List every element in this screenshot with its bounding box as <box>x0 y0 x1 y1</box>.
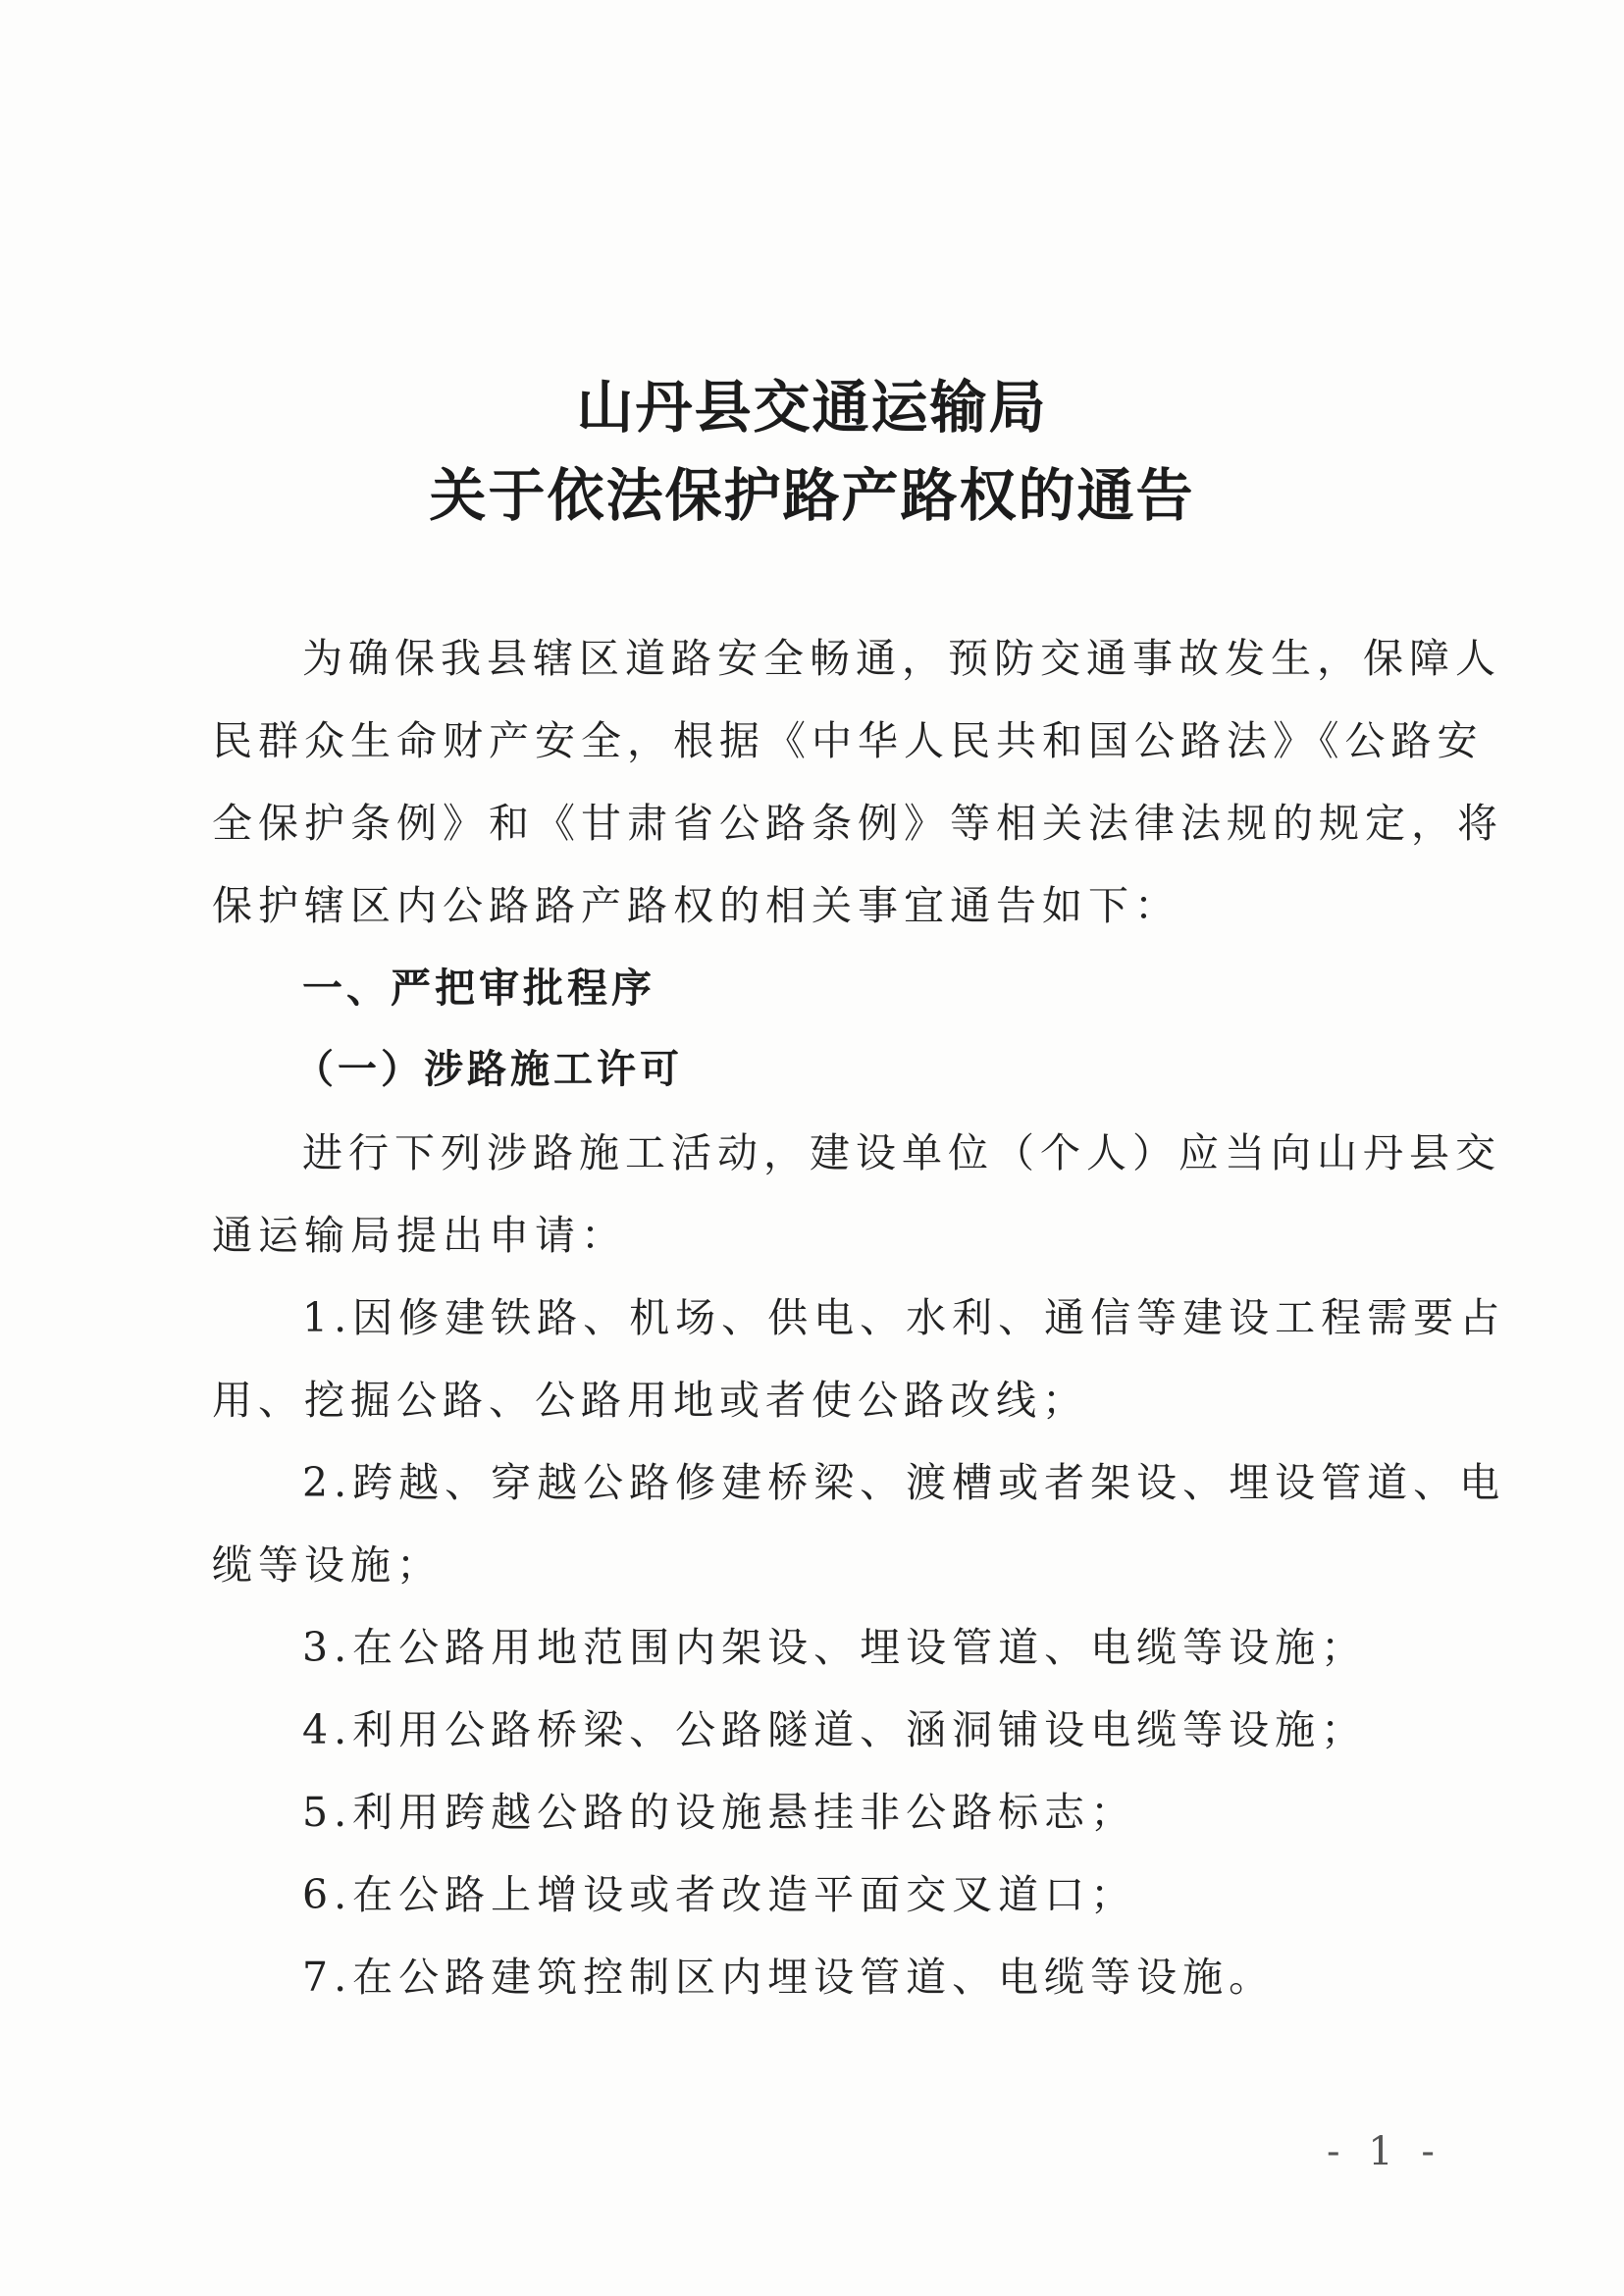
list-item-2-line-1: 2.跨越、穿越公路修建桥梁、渡槽或者架设、埋设管道、电 <box>302 1459 1506 1506</box>
list-item-3: 3.在公路用地范围内架设、埋设管道、电缆等设施； <box>302 1624 1368 1671</box>
intro-paragraph-line-1: 为确保我县辖区道路安全畅通，预防交通事故发生，保障人 <box>302 635 1501 682</box>
subsection-intro-line-2: 通运输局提出申请： <box>212 1212 627 1259</box>
intro-paragraph-line-4: 保护辖区内公路路产路权的相关事宜通告如下： <box>212 882 1180 929</box>
list-item-1-line-2: 用、挖掘公路、公路用地或者使公路改线； <box>212 1377 1088 1424</box>
document-title-line-1: 山丹县交通运输局 <box>576 374 1048 441</box>
list-item-5: 5.利用跨越公路的设施悬挂非公路标志； <box>302 1789 1137 1836</box>
subsection-heading-1: （一）涉路施工许可 <box>294 1047 683 1092</box>
intro-paragraph-line-2: 民群众生命财产安全，根据《中华人民共和国公路法》《公路安 <box>212 717 1484 764</box>
list-item-4: 4.利用公路桥梁、公路隧道、涵洞铺设电缆等设施； <box>302 1706 1368 1753</box>
page-number: - 1 - <box>1327 2129 1442 2174</box>
list-item-6: 6.在公路上增设或者改造平面交叉道口； <box>302 1871 1137 1918</box>
section-heading-1: 一、严把审批程序 <box>302 965 655 1012</box>
intro-paragraph-line-3: 全保护条例》和《甘肃省公路条例》等相关法律法规的规定，将 <box>212 800 1503 847</box>
list-item-7: 7.在公路建筑控制区内埋设管道、电缆等设施。 <box>302 1954 1276 2001</box>
document-title-line-2: 关于依法保护路产路权的通告 <box>429 462 1195 529</box>
list-item-2-line-2: 缆等设施； <box>212 1541 443 1589</box>
subsection-intro-line-1: 进行下列涉路施工活动，建设单位（个人）应当向山丹县交 <box>302 1129 1501 1176</box>
list-item-1-line-1: 1.因修建铁路、机场、供电、水利、通信等建设工程需要占 <box>302 1294 1506 1341</box>
